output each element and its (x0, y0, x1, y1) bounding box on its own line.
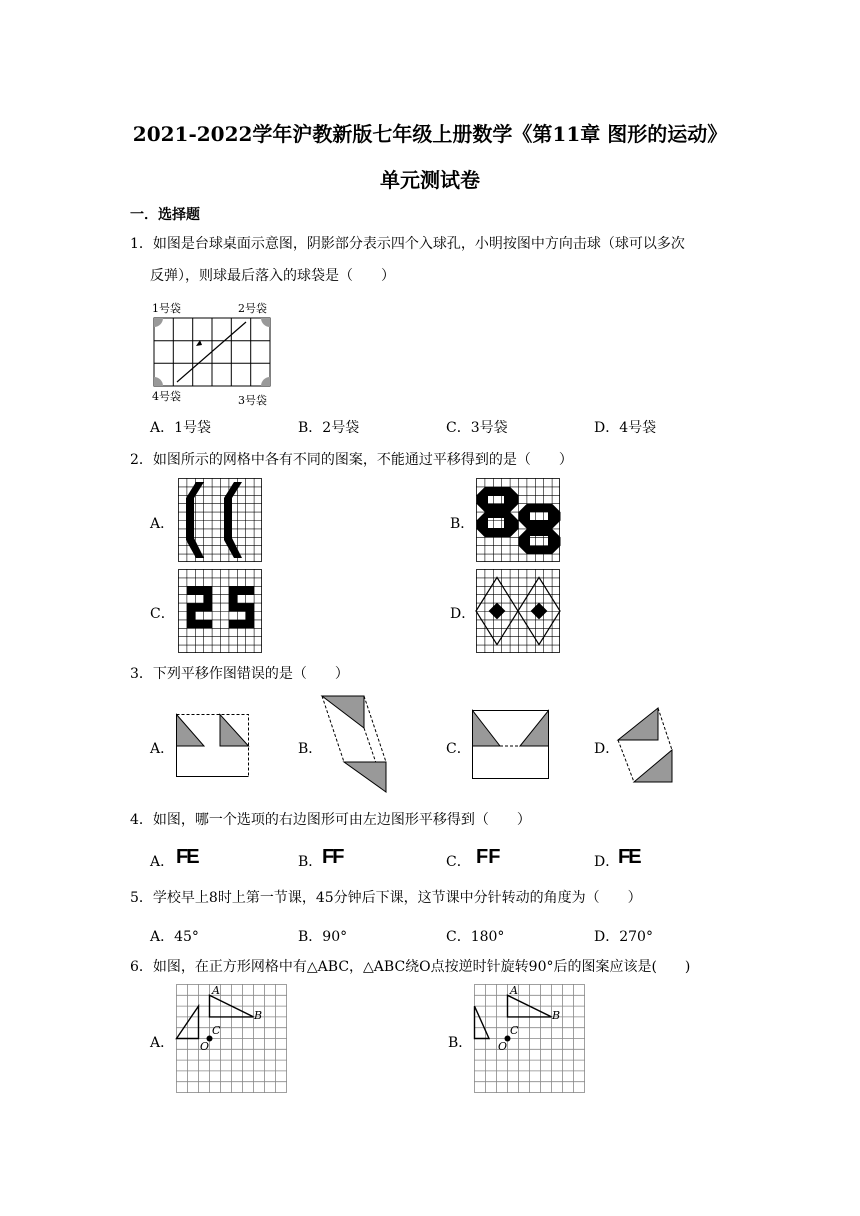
q6b-label-c: C (510, 1024, 519, 1037)
q1-pocket-label-3: 3号袋 (238, 394, 267, 407)
q3-option-a[interactable]: A． (150, 741, 175, 757)
q3-figure-a (176, 714, 252, 778)
q5-option-c[interactable]: C．180° (446, 929, 505, 945)
q6b-label-b: B (552, 1009, 561, 1022)
q2-figure-d (476, 569, 560, 653)
q1-billiard-figure (148, 296, 278, 408)
q4-option-a[interactable]: A． (150, 854, 175, 870)
q1-pocket-label-4: 4号袋 (152, 390, 181, 403)
q1-line-1: 1．如图是台球桌面示意图，阴影部分表示四个入球孔，小明按图中方向击球（球可以多次 (130, 236, 685, 252)
q6a-label-b: B (254, 1009, 263, 1022)
q1-option-c[interactable]: C．3号袋 (446, 420, 508, 436)
q3-figure-b (320, 692, 392, 796)
q6-option-a[interactable]: A． (150, 1035, 175, 1051)
q2-figure-a (178, 478, 262, 562)
q1-option-a[interactable]: A．1号袋 (150, 420, 212, 436)
q1-option-b[interactable]: B．2号袋 (298, 420, 360, 436)
q2-option-d[interactable]: D． (450, 606, 476, 622)
q4-option-b[interactable]: B． (298, 854, 323, 870)
q4-option-d[interactable]: D． (594, 854, 620, 870)
q6a-label-a: A (212, 984, 220, 997)
q1-pocket-label-2: 2号袋 (238, 302, 267, 315)
q4-glyph-c: FF (476, 846, 501, 868)
q4-glyph-b: FF (322, 846, 343, 868)
q6a-label-o: O (200, 1040, 210, 1053)
q4-glyph-a: FE (176, 846, 198, 868)
q2-option-a[interactable]: A． (150, 516, 175, 532)
q2-option-b[interactable]: B． (450, 516, 475, 532)
q3-text: 3．下列平移作图错误的是（ ） (130, 666, 349, 682)
q5-option-d[interactable]: D．270° (594, 929, 653, 945)
q1-option-d[interactable]: D．4号袋 (594, 420, 657, 436)
q2-text: 2．如图所示的网格中各有不同的图案，不能通过平移得到的是（ ） (130, 452, 573, 468)
q6-figure-b (474, 984, 586, 1094)
q4-glyph-d: FE (618, 846, 640, 868)
q3-figure-d (616, 704, 676, 788)
q2-option-c[interactable]: C． (150, 606, 175, 622)
q6b-label-o: O (498, 1040, 508, 1053)
q3-figure-c (472, 710, 552, 780)
q4-text: 4．如图，哪一个选项的右边图形可由左边图形平移得到（ ） (130, 812, 531, 828)
q4-option-c[interactable]: C． (446, 854, 471, 870)
q2-figure-b (476, 478, 560, 562)
q2-figure-c (178, 569, 262, 653)
q1-line-2: 反弹），则球最后落入的球袋是（ ） (150, 268, 395, 284)
q6-text: 6．如图，在正方形网格中有△ABC，△ABC绕O点按逆时针旋转90°后的图案应该是( ) (130, 959, 691, 975)
q6-option-b[interactable]: B． (448, 1035, 473, 1051)
q1-pocket-label-1: 1号袋 (152, 302, 181, 315)
title-line-1: 2021-2022学年沪教新版七年级上册数学《第11章 图形的运动》 (132, 122, 728, 146)
q3-option-d[interactable]: D． (594, 741, 620, 757)
section-heading: 一．选择题 (130, 207, 200, 223)
q6b-label-a: A (510, 984, 518, 997)
q3-option-b[interactable]: B． (298, 741, 323, 757)
q5-option-a[interactable]: A．45° (150, 929, 199, 945)
q3-option-c[interactable]: C． (446, 741, 471, 757)
q5-option-b[interactable]: B．90° (298, 929, 348, 945)
q5-text: 5．学校早上8时上第一节课，45分钟后下课，这节课中分针转动的角度为（ ） (130, 890, 642, 906)
title-line-2: 单元测试卷 (380, 168, 480, 192)
q6-figure-a (176, 984, 288, 1094)
q6a-label-c: C (212, 1024, 221, 1037)
